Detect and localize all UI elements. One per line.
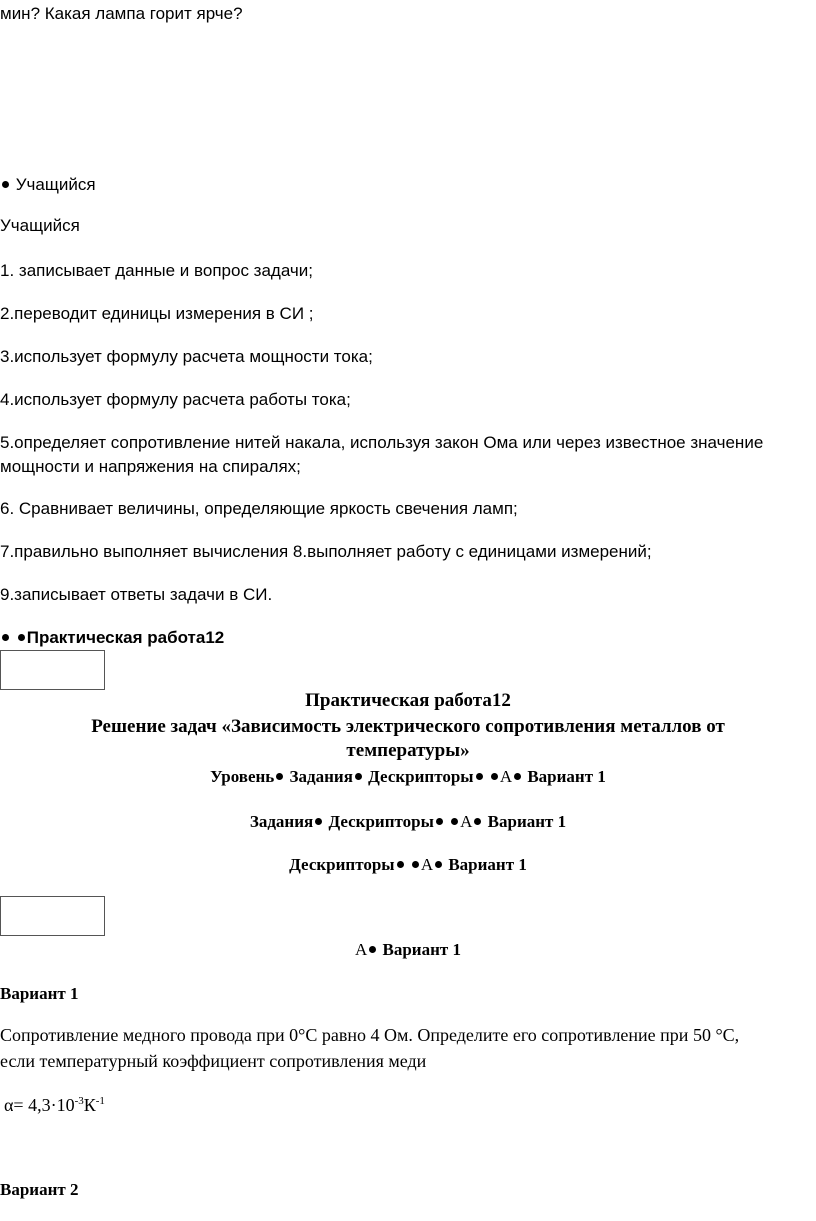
bullet-icon — [491, 773, 498, 780]
step-4: 4.использует формулу расчета работы тока; — [0, 390, 351, 409]
variant-label: Вариант 1 — [448, 855, 527, 874]
a-label: А — [354, 940, 368, 959]
problem-line-1: Сопротивление медного провода при 0°С равно 4 Ом. Определите его сопротивление при 50 °С, — [0, 1025, 740, 1045]
alpha-prefix: α= 4,3·10 — [4, 1095, 75, 1115]
bullet-icon — [412, 861, 419, 868]
descriptors-label: Дескрипторы — [328, 812, 434, 831]
step-7-8: 7.правильно выполняет вычисления 8.выполняет работу с единицами измерений; — [0, 542, 652, 561]
descriptors-label: Дескрипторы — [289, 855, 395, 874]
tasks-label: Задания — [249, 812, 314, 831]
bullet-icon — [514, 773, 521, 780]
bullet-icon — [436, 818, 443, 825]
topic-line-2: температуры» — [346, 740, 470, 761]
top-question-line: мин? Какая лампа горит ярче? — [0, 4, 243, 23]
bullet-icon — [315, 818, 322, 825]
step-9: 9.записывает ответы задачи в СИ. — [0, 585, 273, 604]
practical-bullet — [0, 626, 224, 650]
step-1: 1. записывает данные и вопрос задачи; — [0, 261, 313, 280]
step-5-line-2: мощности и напряжения на спиралях; — [0, 457, 301, 476]
descriptors-label: Дескрипторы — [368, 767, 474, 786]
tasks-label: Задания — [289, 767, 353, 786]
empty-box — [0, 896, 105, 936]
step-3: 3.использует формулу расчета мощности тока; — [0, 347, 373, 366]
bullet-icon — [474, 818, 481, 825]
alpha-exp-1: -3 — [74, 1095, 84, 1107]
bullet-icon — [397, 861, 404, 868]
empty-box — [0, 650, 105, 690]
variant-label: Вариант 1 — [382, 940, 461, 959]
practical-title: Практическая работа12 — [305, 690, 511, 711]
variant-label: Вариант 1 — [527, 767, 606, 786]
header-row-4 — [0, 938, 816, 962]
step-6: 6. Сравнивает величины, определяющие яркость свечения ламп; — [0, 499, 518, 518]
bullet-icon — [451, 818, 458, 825]
topic-line-1: Решение задач «Зависимость электрического сопротивления металлов от — [91, 716, 725, 737]
practical-bullet-label: Практическая работа12 — [26, 628, 225, 647]
a-label: А — [460, 812, 473, 831]
bullet-icon — [276, 773, 283, 780]
a-label: А — [499, 767, 513, 786]
bullet-icon — [2, 181, 9, 188]
alpha-exp-2: -1 — [95, 1095, 105, 1107]
bullet-icon — [355, 773, 362, 780]
problem-line-2: если температурный коэффициент сопротивления меди — [0, 1051, 427, 1071]
student-heading: Учащийся — [0, 216, 80, 235]
step-2: 2.переводит единицы измерения в СИ ; — [0, 304, 314, 323]
student-bullet — [0, 173, 96, 197]
bullet-icon — [476, 773, 483, 780]
student-bullet-label: Учащийся — [15, 175, 96, 194]
variant-label: Вариант 1 — [487, 812, 567, 831]
header-row-3 — [0, 853, 816, 877]
bullet-icon — [369, 946, 376, 953]
alpha-unit: К — [83, 1095, 96, 1115]
a-label: А — [420, 855, 434, 874]
bullet-icon — [435, 861, 442, 868]
header-row-1 — [0, 765, 816, 789]
step-5-line-1: 5.определяет сопротивление нитей накала, используя закон Ома или через известное значение — [0, 433, 764, 452]
variant-2-heading: Вариант 2 — [0, 1180, 79, 1199]
bullet-icon — [18, 634, 25, 641]
variant-1-heading: Вариант 1 — [0, 984, 79, 1003]
level-label: Уровень — [210, 767, 275, 786]
header-row-2 — [0, 810, 816, 834]
bullet-icon — [2, 634, 9, 641]
alpha-formula — [4, 1093, 105, 1117]
